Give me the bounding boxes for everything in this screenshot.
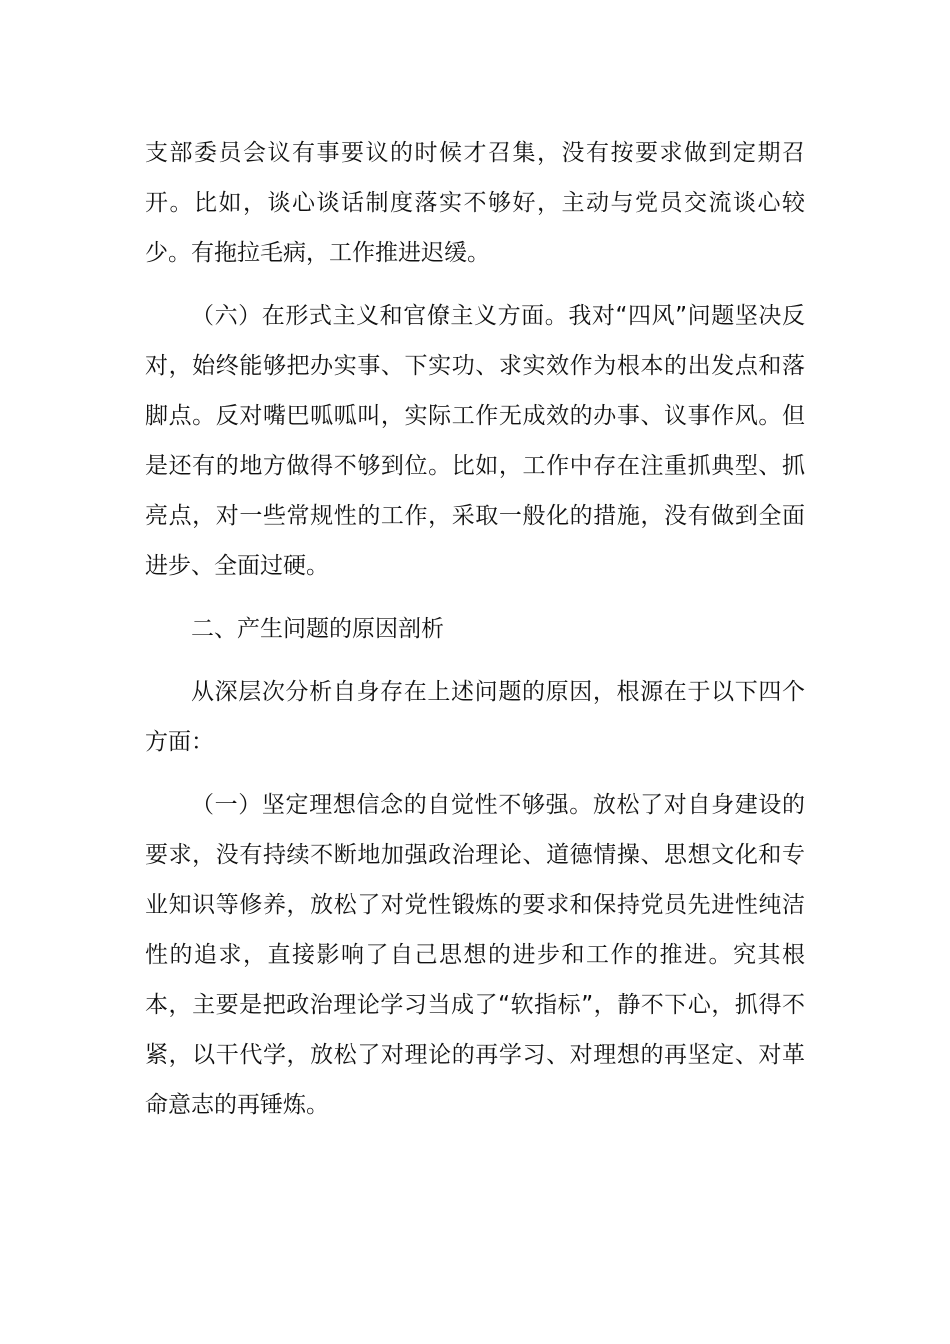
document-body [145, 128, 805, 1143]
paragraph-cause-intro: 从深层次分析自身存在上述问题的原因，根源在于以下四个方面： [145, 679, 805, 755]
paragraph-cause-one: （一）坚定理想信念的自觉性不够强。放松了对自身建设的要求，没有持续不断地加强政治理论、道德情操、思想文化和专业知识等修养，放松了对党性锻炼的要求和保持党员先进性纯洁性的追求，直接影响了自己思想的进步和工作的推进。究其根本，主要是把政治理论学习当成了“软指标”，静不下心，抓得不紧，以干代学，放松了对理论的再学习、对理想的再坚定、对革命意志的再锤炼。 [145, 792, 805, 1118]
paragraph-continuation: 支部委员会议有事要议的时候才召集，没有按要求做到定期召开。比如，谈心谈话制度落实不够好，主动与党员交流谈心较少。有拖拉毛病，工作推进迟缓。 [145, 140, 805, 266]
paragraph-section-six: （六）在形式主义和官僚主义方面。我对“四风”问题坚决反对，始终能够把办实事、下实功、求实效作为根本的出发点和落脚点。反对嘴巴呱呱叫，实际工作无成效的办事、议事作风。但是还有的地方做得不够到位。比如，工作中存在注重抓典型、抓亮点，对一些常规性的工作，采取一般化的措施，没有做到全面进步、全面过硬。 [145, 303, 805, 579]
section-heading-cause-analysis: 二、产生问题的原因剖析 [191, 616, 444, 642]
